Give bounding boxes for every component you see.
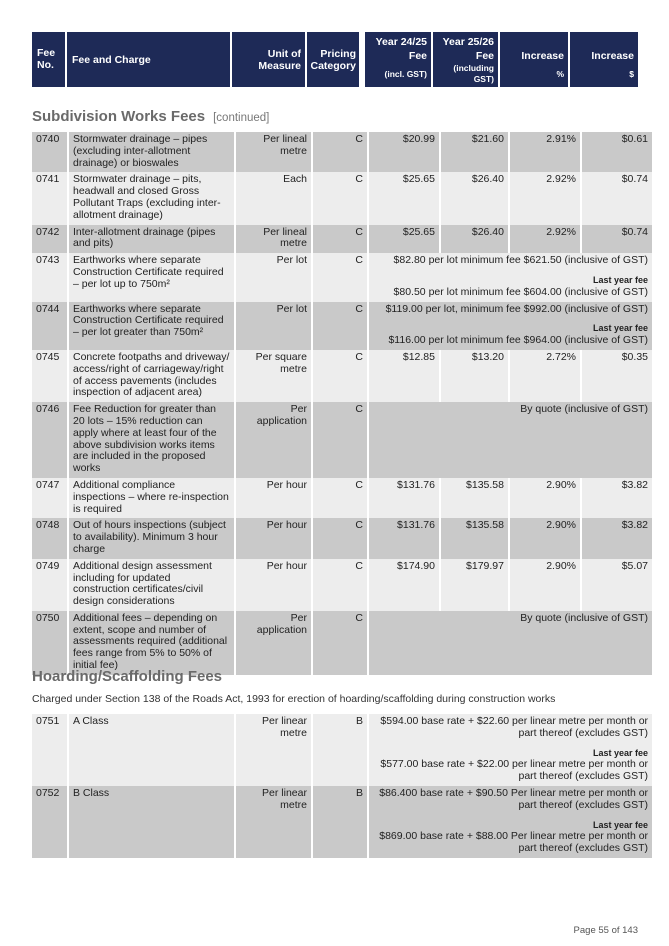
unit-of-measure: Each <box>236 172 311 224</box>
increase-dollar: $5.07 <box>582 559 652 611</box>
fee-2526: $179.97 <box>441 559 508 611</box>
table-row <box>32 350 652 402</box>
fee-2526: $13.20 <box>441 350 508 402</box>
increase-dollar: $0.35 <box>582 350 652 402</box>
fee-number: 0746 <box>32 402 67 478</box>
fee-description: Inter-allotment drainage (pipes and pits) <box>69 225 234 254</box>
fee-description: A Class <box>69 714 234 786</box>
pricing-category: C <box>313 225 367 254</box>
pricing-category: B <box>313 714 367 786</box>
pricing-category: C <box>313 478 367 518</box>
unit-of-measure: Per lineal metre <box>236 225 311 254</box>
table-row <box>32 402 652 478</box>
unit-of-measure: Per application <box>236 402 311 478</box>
unit-of-measure: Per lot <box>236 253 311 301</box>
fee-description: B Class <box>69 786 234 858</box>
fee-description: Concrete footpaths and driveway/ access/right of carriageway/right of access pavements (includes inspection of adjacent area) <box>69 350 234 402</box>
current-fee-text: $594.00 base rate + $22.60 per linear metre per month or part thereof (excludes GST) <box>380 715 649 739</box>
unit-of-measure: Per hour <box>236 518 311 558</box>
last-year-fee-text: $116.00 per lot minimum fee $964.00 (inclusive of GST) <box>388 334 648 347</box>
unit-of-measure: Per lineal metre <box>236 132 311 172</box>
last-year-fee-text: $577.00 base rate + $22.00 per linear metre per month or part thereof (excludes GST) <box>380 758 649 783</box>
fee-span-value <box>369 253 652 301</box>
fee-2425: $25.65 <box>369 172 439 224</box>
fee-2425: $12.85 <box>369 350 439 402</box>
current-fee-text: $86.400 base rate + $90.50 Per linear metre per month or part thereof (excludes GST) <box>379 786 649 811</box>
table-row <box>32 611 652 675</box>
fee-description: Additional compliance inspections – where re-inspection is required <box>69 478 234 518</box>
increase-percent: 2.90% <box>510 518 580 558</box>
increase-percent: 2.92% <box>510 172 580 224</box>
fee-number: 0748 <box>32 518 67 558</box>
fee-span-value <box>369 302 652 350</box>
table-header <box>32 32 638 87</box>
fee-description: Additional design assessment including for updated construction certificates/civil design considerations <box>69 559 234 611</box>
subdivision-fees-table <box>30 132 654 675</box>
unit-of-measure: Per hour <box>236 559 311 611</box>
increase-percent: 2.91% <box>510 132 580 172</box>
fee-number: 0742 <box>32 225 67 254</box>
fee-number: 0745 <box>32 350 67 402</box>
table-row <box>32 786 652 858</box>
fee-description: Fee Reduction for greater than 20 lots – 15% reduction can apply where at least four of the above subdivision works items are included in the proposed works <box>69 402 234 478</box>
fee-2425: $20.99 <box>369 132 439 172</box>
last-year-label: Last year fee <box>592 323 648 334</box>
header-year-2526: Year 25/26 Fee (including GST) <box>433 32 498 87</box>
pricing-category: C <box>313 253 367 301</box>
fee-number: 0751 <box>32 714 67 786</box>
current-fee-text: $119.00 per lot, minimum fee $992.00 (inclusive of GST) <box>385 302 648 315</box>
fee-2425: $25.65 <box>369 225 439 254</box>
header-fee-no: Fee No. <box>32 32 65 87</box>
fee-2425: $131.76 <box>369 518 439 558</box>
pricing-category: C <box>313 132 367 172</box>
last-year-fee-text: $80.50 per lot minimum fee $604.00 (inclusive of GST) <box>393 285 648 298</box>
pricing-category: C <box>313 350 367 402</box>
pricing-category: C <box>313 518 367 558</box>
section-title-subdivision: Subdivision Works Fees [continued] <box>32 108 270 125</box>
fee-span-value <box>369 402 652 478</box>
last-year-label: Last year fee <box>593 747 649 758</box>
last-year-label: Last year fee <box>593 819 649 830</box>
fee-number: 0752 <box>32 786 67 858</box>
increase-percent: 2.92% <box>510 225 580 254</box>
fee-description: Stormwater drainage – pipes (excluding inter-allotment drainage) or bioswales <box>69 132 234 172</box>
fee-number: 0743 <box>32 253 67 301</box>
hoarding-fees-table <box>30 714 654 858</box>
table-row <box>32 172 652 224</box>
fee-span-value <box>369 786 652 858</box>
last-year-fee-text: $869.00 base rate + $88.00 Per linear metre per month or part thereof (excludes GST) <box>379 830 649 855</box>
pricing-category: C <box>313 402 367 478</box>
increase-dollar: $0.74 <box>582 172 652 224</box>
header-increase-dollar: Increase $ <box>570 32 638 87</box>
current-fee-text: By quote (inclusive of GST) <box>520 403 648 416</box>
current-fee-text: $82.80 per lot minimum fee $621.50 (inclusive of GST) <box>393 254 648 267</box>
table-row <box>32 132 652 172</box>
header-fee-charge: Fee and Charge <box>67 32 230 87</box>
fee-2425: $174.90 <box>369 559 439 611</box>
increase-percent: 2.90% <box>510 478 580 518</box>
table-row <box>32 714 652 786</box>
increase-dollar: $0.74 <box>582 225 652 254</box>
table-row <box>32 302 652 350</box>
header-unit: Unit of Measure <box>232 32 305 87</box>
section-title-hoarding: Hoarding/Scaffolding Fees <box>32 668 223 685</box>
table-row <box>32 478 652 518</box>
table-row <box>32 559 652 611</box>
fee-number: 0749 <box>32 559 67 611</box>
fee-description: Out of hours inspections (subject to availability). Minimum 3 hour charge <box>69 518 234 558</box>
table-row <box>32 253 652 301</box>
fee-2526: $135.58 <box>441 518 508 558</box>
unit-of-measure: Per linear metre <box>236 714 311 786</box>
increase-percent: 2.90% <box>510 559 580 611</box>
header-year-2425: Year 24/25 Fee (incl. GST) <box>365 32 431 87</box>
increase-dollar: $3.82 <box>582 478 652 518</box>
fee-number: 0741 <box>32 172 67 224</box>
unit-of-measure: Per lot <box>236 302 311 350</box>
section-subtitle-hoarding: Charged under Section 138 of the Roads Act, 1993 for erection of hoarding/scaffolding during construction works <box>32 693 556 705</box>
continued-label: [continued] <box>213 112 270 124</box>
increase-dollar: $3.82 <box>582 518 652 558</box>
fee-2425: $131.76 <box>369 478 439 518</box>
header-increase-pct: Increase % <box>500 32 568 87</box>
table-row <box>32 225 652 254</box>
fee-number: 0744 <box>32 302 67 350</box>
header-pricing: Pricing Category <box>307 32 359 87</box>
fee-number: 0750 <box>32 611 67 675</box>
increase-dollar: $0.61 <box>582 132 652 172</box>
current-fee-text: By quote (inclusive of GST) <box>520 611 648 624</box>
pricing-category: B <box>313 786 367 858</box>
fee-2526: $21.60 <box>441 132 508 172</box>
fee-description: Stormwater drainage – pits, headwall and closed Gross Pollutant Traps (excluding inter-allotment drainage) <box>69 172 234 224</box>
pricing-category: C <box>313 559 367 611</box>
fee-2526: $26.40 <box>441 225 508 254</box>
unit-of-measure: Per hour <box>236 478 311 518</box>
fee-span-value <box>369 611 652 675</box>
fee-span-value <box>369 714 652 786</box>
pricing-category: C <box>313 611 367 675</box>
fee-number: 0747 <box>32 478 67 518</box>
fee-number: 0740 <box>32 132 67 172</box>
fee-2526: $135.58 <box>441 478 508 518</box>
unit-of-measure: Per square metre <box>236 350 311 402</box>
last-year-label: Last year fee <box>592 274 648 285</box>
fee-description: Additional fees – depending on extent, scope and number of assessments required (additional fees range from 5% to 50% of initial fee) <box>69 611 234 675</box>
unit-of-measure: Per application <box>236 611 311 675</box>
pricing-category: C <box>313 172 367 224</box>
fee-2526: $26.40 <box>441 172 508 224</box>
fee-description: Earthworks where separate Construction Certificate required – per lot up to 750m² <box>69 253 234 301</box>
increase-percent: 2.72% <box>510 350 580 402</box>
page-number: Page 55 of 143 <box>573 925 638 936</box>
table-row <box>32 518 652 558</box>
pricing-category: C <box>313 302 367 350</box>
unit-of-measure: Per linear metre <box>236 786 311 858</box>
fee-description: Earthworks where separate Construction Certificate required – per lot greater than 750m² <box>69 302 234 350</box>
